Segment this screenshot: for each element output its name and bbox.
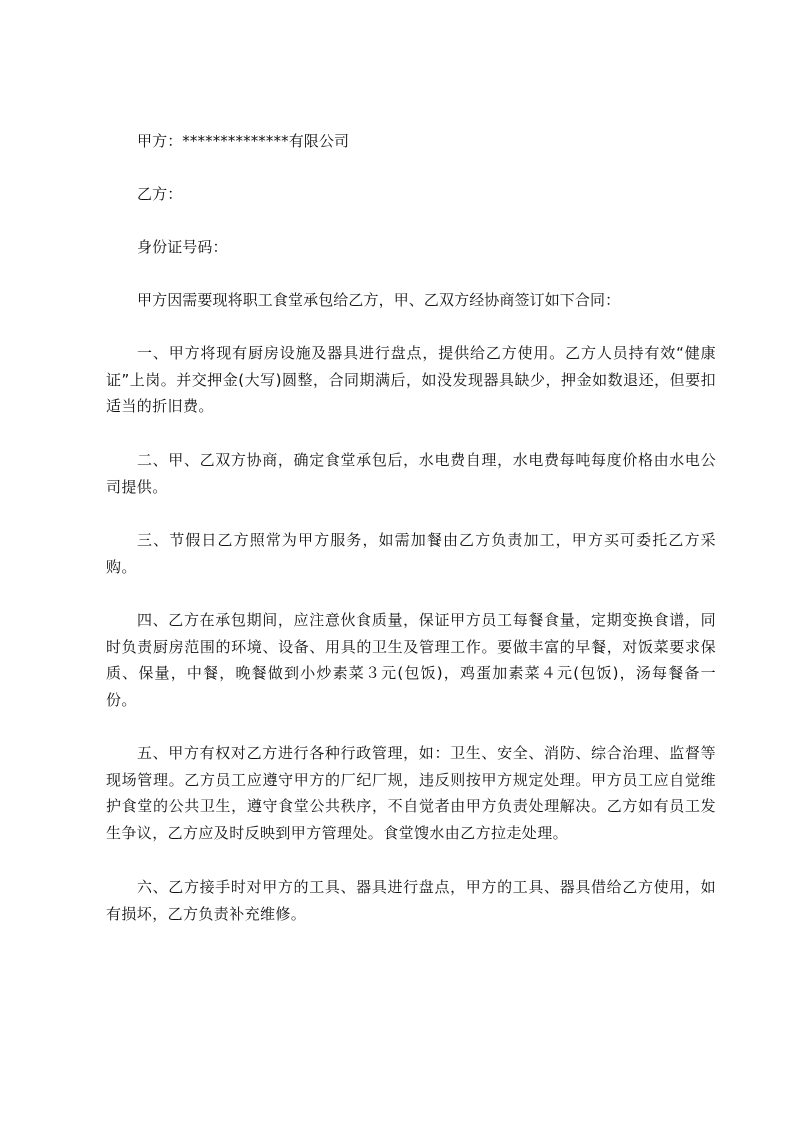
clause-4: 四、乙方在承包期间，应注意伙食质量，保证甲方员工每餐食量，定期变换食谱，同时负责厨房范围的环境、设备、用具的卫生及管理工作。要做丰富的早餐，对饭菜要求保质、保量，中餐，晚餐做到小炒素菜３元(包饭)，鸡蛋加素菜４元(包饭)，汤每餐备一份。 <box>106 611 716 709</box>
party-b-line: 乙方： <box>137 185 183 203</box>
clause-6: 六、乙方接手时对甲方的工具、器具进行盘点，甲方的工具、器具借给乙方使用，如有损坏，乙方负责补充维修。 <box>106 878 716 923</box>
clause-3: 三、节假日乙方照常为甲方服务，如需加餐由乙方负责加工，甲方买可委托乙方采购。 <box>106 531 716 576</box>
id-number-line: 身份证号码： <box>137 238 228 256</box>
clause-1: 一、甲方将现有厨房设施及器具进行盘点，提供给乙方使用。乙方人员持有效“健康证”上岗。并交押金(大写)圆整，合同期满后，如没发现器具缺少，押金如数退还，但要扣适当的折旧费。 <box>106 344 716 415</box>
contract-intro: 甲方因需要现将职工食堂承包给乙方，甲、乙双方经协商签订如下合同： <box>137 291 621 309</box>
party-a-line: 甲方：**************有限公司 <box>137 132 350 150</box>
clause-2: 二、甲、乙双方协商，确定食堂承包后，水电费自理，水电费每吨每度价格由水电公司提供。 <box>106 451 716 496</box>
clause-5: 五、甲方有权对乙方进行各种行政管理，如：卫生、安全、消防、综合治理、监督等现场管理。乙方员工应遵守甲方的厂纪厂规，违反则按甲方规定处理。甲方员工应自觉维护食堂的公共卫生，遵守食堂公共秩序，不自觉者由甲方负责处理解决。乙方如有员工发生争议，乙方应及时反映到甲方管理处。食堂馊水由乙方拉走处理。 <box>106 744 716 842</box>
